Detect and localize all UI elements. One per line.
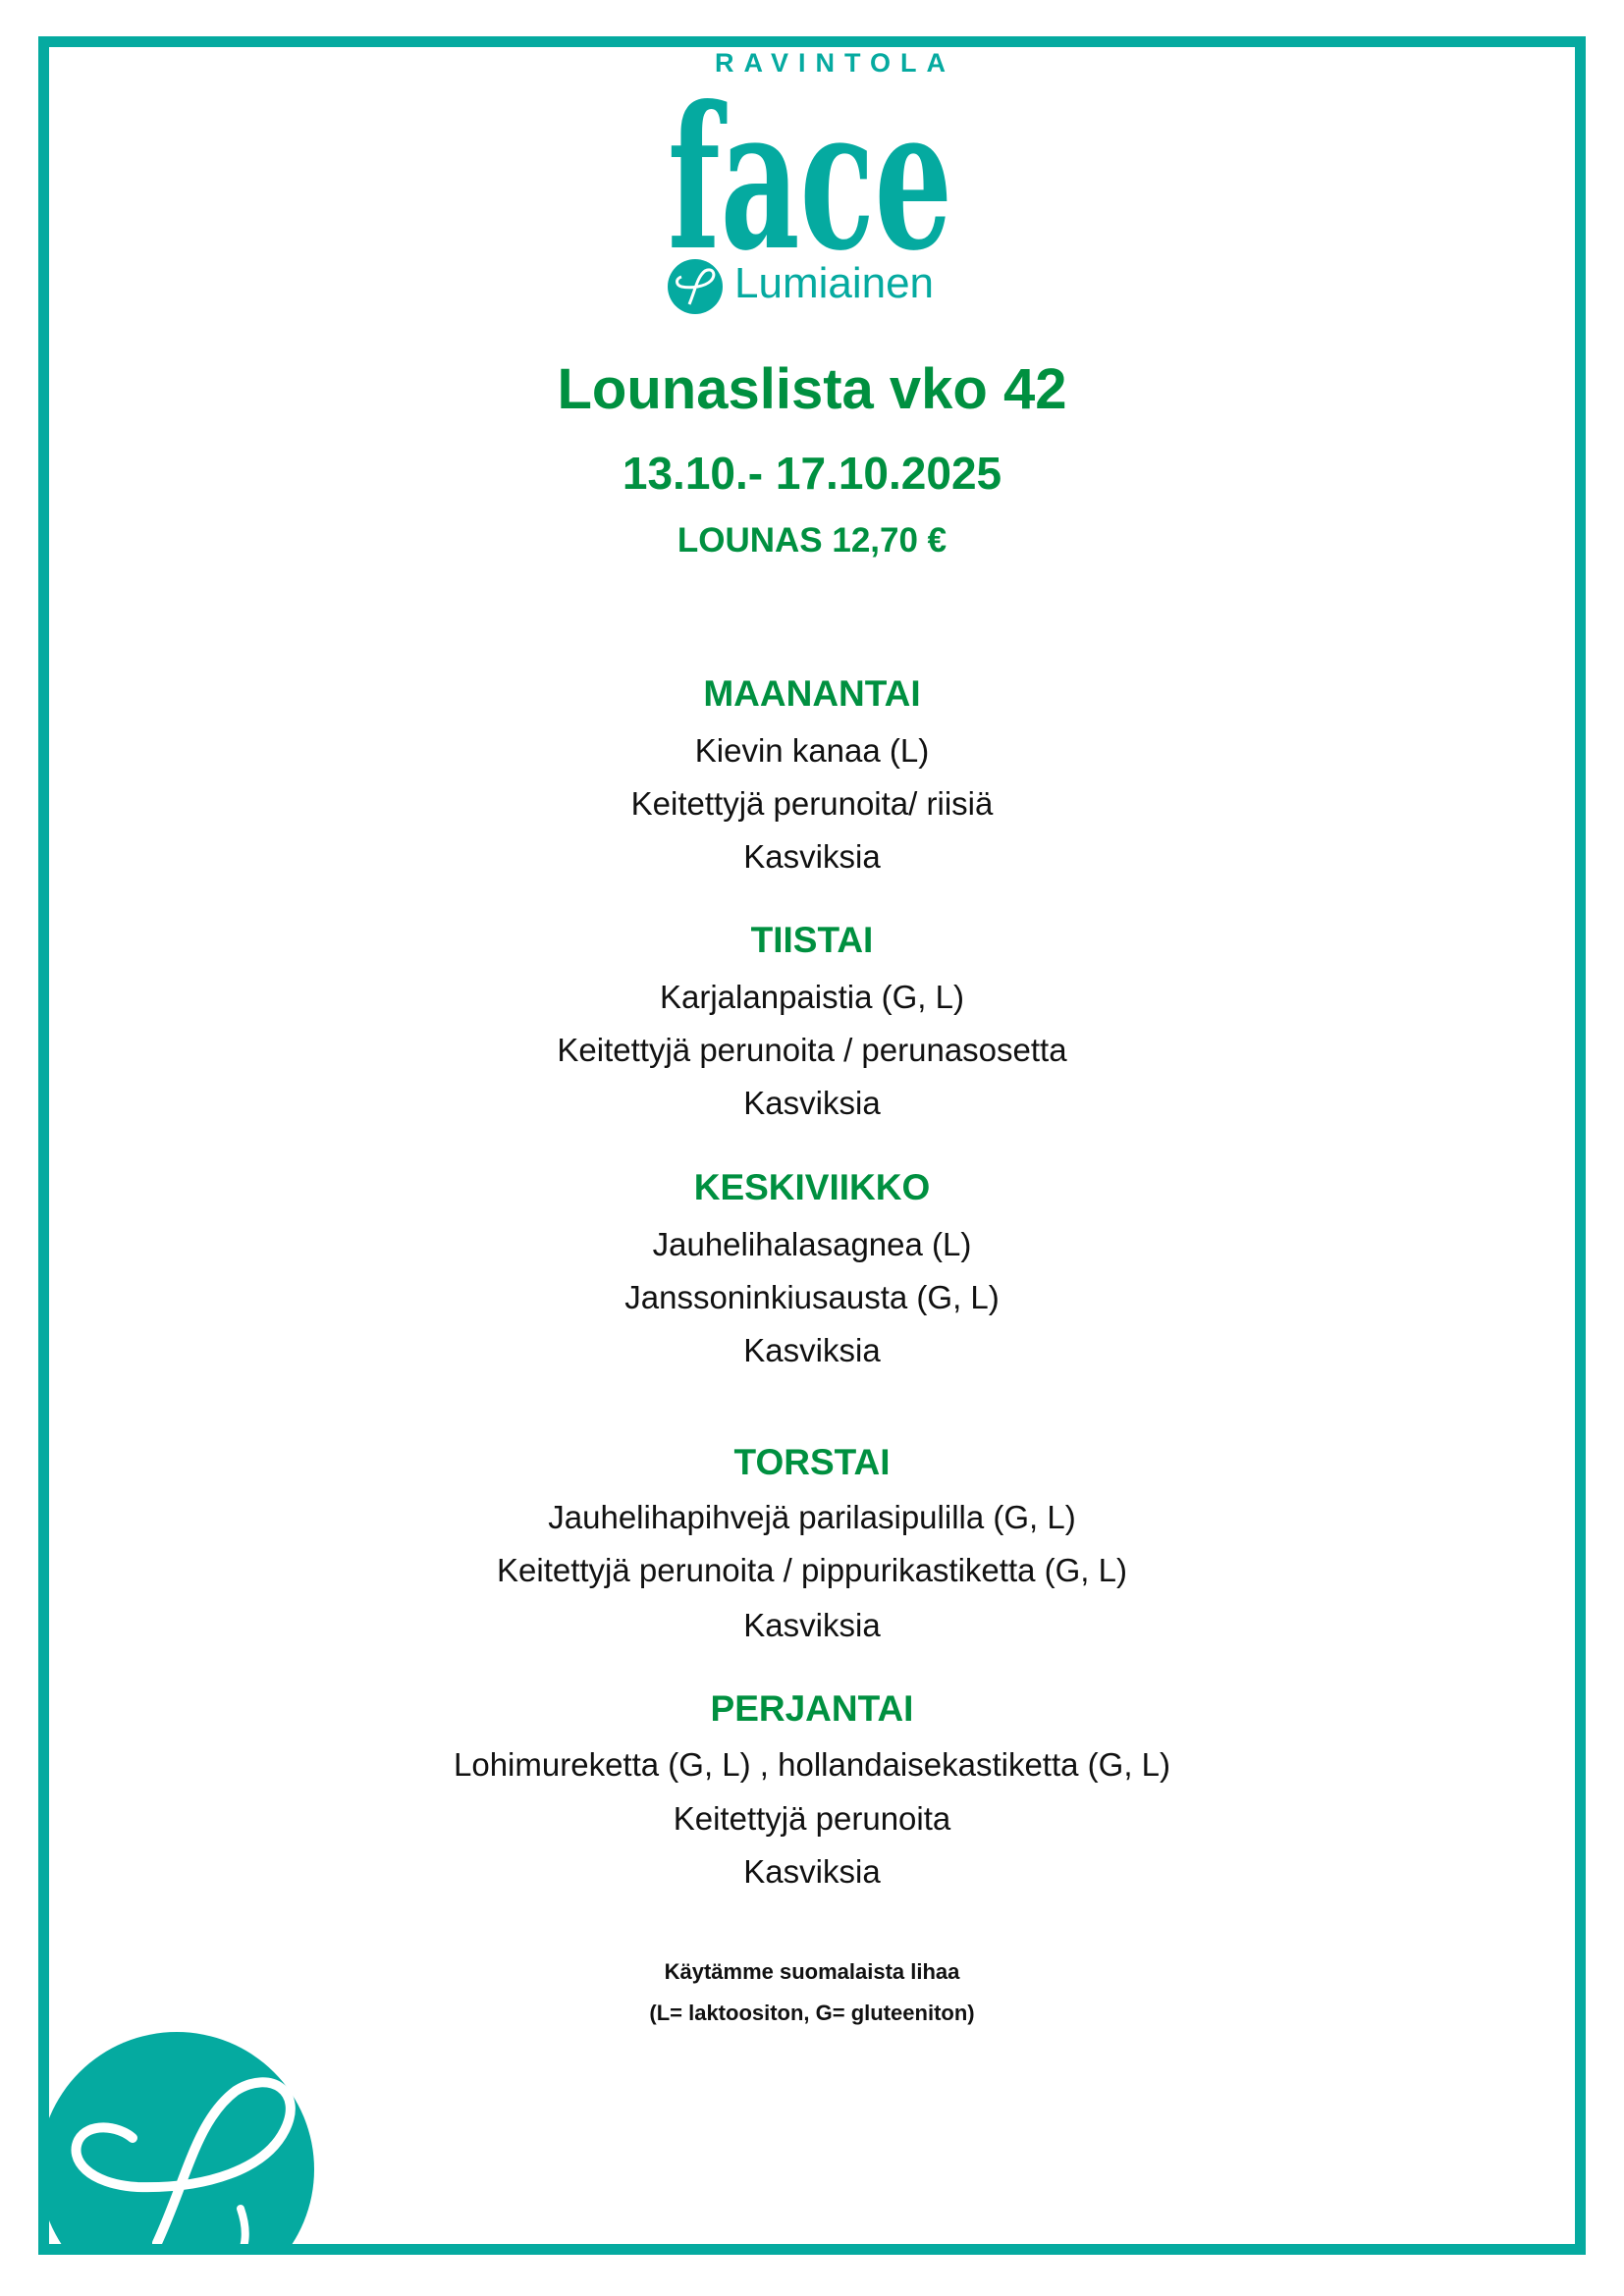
logo-lumiainen-text: Lumiainen [734, 259, 935, 307]
menu-item: Janssoninkiusausta (G, L) [624, 1279, 1000, 1315]
day-heading-tuesday: TIISTAI [750, 920, 874, 960]
menu-item: Kievin kanaa (L) [694, 732, 930, 769]
menu-item: Keitettyjä perunoita / pippurikastiketta (G, L) [497, 1552, 1127, 1588]
menu-item: Keitettyjä perunoita/ riisiä [630, 785, 994, 822]
menu-item: Kasviksia [743, 838, 881, 875]
footer-legend: (L= laktoositon, G= gluteeniton) [649, 2001, 975, 2025]
logo-face-wordmark [660, 80, 954, 253]
menu-item: Jauhelihalasagnea (L) [652, 1226, 972, 1262]
menu-item: Keitettyjä perunoita / perunasosetta [557, 1032, 1067, 1068]
logo-face-text: face [668, 80, 952, 253]
date-range: 13.10.- 17.10.2025 [622, 448, 1002, 499]
menu-item: Jauhelihapihvejä parilasipulilla (G, L) [548, 1499, 1076, 1535]
menu-item: Kasviksia [743, 1085, 881, 1121]
day-heading-monday: MAANANTAI [703, 673, 921, 714]
day-heading-thursday: TORSTAI [733, 1442, 891, 1482]
lumiainen-logo-icon [668, 259, 723, 314]
script-l-icon [39, 2032, 314, 2255]
menu-item: Keitettyjä perunoita [673, 1800, 951, 1837]
menu-item: Kasviksia [743, 1853, 881, 1890]
menu-item: Kasviksia [743, 1332, 881, 1368]
menu-item: Karjalanpaistia (G, L) [660, 979, 964, 1015]
logo-ravintola-text: RAVINTOLA [715, 48, 955, 78]
menu-item: Lohimureketta (G, L) , hollandaisekastiketta (G, L) [454, 1746, 1170, 1783]
day-heading-wednesday: KESKIVIIKKO [693, 1167, 931, 1207]
lunch-price: LOUNAS 12,70 € [677, 521, 947, 560]
menu-item: Kasviksia [743, 1607, 881, 1643]
day-heading-friday: PERJANTAI [710, 1688, 914, 1729]
page-title: Lounaslista vko 42 [557, 357, 1067, 421]
lumiainen-corner-emblem [39, 2032, 314, 2255]
footer-note: Käytämme suomalaista lihaa [664, 1959, 960, 1984]
